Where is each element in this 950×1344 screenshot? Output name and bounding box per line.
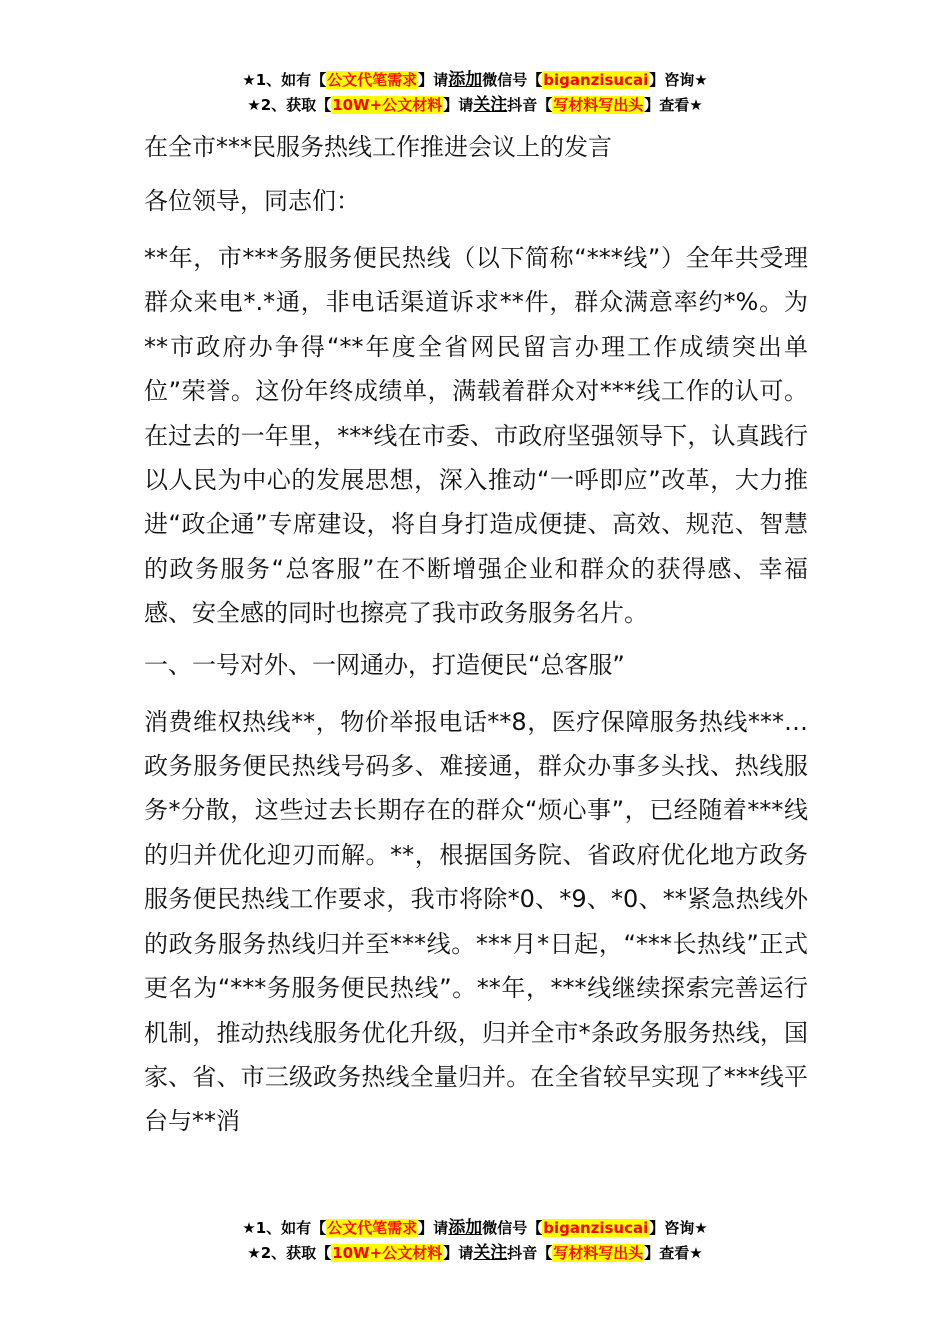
banner-text: 抖音【 <box>507 1244 553 1262</box>
banner-highlight: 公文代笔需求 <box>327 1219 418 1237</box>
banner-text: ★1、如有【 <box>242 71 327 89</box>
footer-banner <box>0 1216 950 1266</box>
banner-highlight: 写材料写出头 <box>553 96 644 114</box>
banner-text: 】咨询★ <box>649 1219 708 1237</box>
banner-text: 微信号【 <box>482 71 543 89</box>
banner-text: 】请 <box>443 1244 474 1262</box>
banner-text: ★1、如有【 <box>242 1219 327 1237</box>
banner-highlight: 10W+公文材料 <box>332 96 443 114</box>
header-banner <box>0 68 950 118</box>
section-heading-1: 一、一号对外、一网通办，打造便民“总客服” <box>144 650 625 679</box>
banner-text: 抖音【 <box>507 96 553 114</box>
paragraph-2: 消费维权热线**，物价举报电话**8，医疗保障服务热线***…政务服务便民热线号码多、难接通，群众办事多头找、热线服务*分散，这些过去长期存在的群众“烦心事”，已经随着***线的归并优化迎刃而解。**，根据国务院、省政府优化地方政务服务便民热线工作要求，我市将除*0、*9、*0、**紧急热线外的政务服务热线归并至***线。***月*日起，“***长热线”正式更名为“***务服务便民热线”。**年，***线继续探索完善运行机制，推动热线服务优化升级，归并全市*条政务服务热线，国家、省、市三级政务热线全量归并。在全省较早实现了***线平台与**消 <box>144 707 808 1136</box>
banner-line-1 <box>0 68 950 93</box>
document-body <box>144 128 808 1154</box>
banner-text: 】咨询★ <box>649 71 708 89</box>
banner-text: ★2、获取【 <box>247 96 332 114</box>
banner-line-2 <box>0 93 950 118</box>
banner-line-2 <box>0 1241 950 1266</box>
banner-highlight: 10W+公文材料 <box>332 1244 443 1262</box>
banner-text: 】查看★ <box>644 96 703 114</box>
banner-underline: 关注 <box>473 1243 508 1263</box>
banner-highlight: 写材料写出头 <box>553 1244 644 1262</box>
banner-line-1 <box>0 1216 950 1241</box>
document-title: 在全市***民服务热线工作推进会议上的发言 <box>144 133 612 161</box>
banner-text: 】请 <box>418 71 449 89</box>
banner-underline: 关注 <box>473 95 508 115</box>
paragraph-1: **年，市***务服务便民热线（以下简称“***线”）全年共受理群众来电*.*通，非电话渠道诉求**件，群众满意率约*%。为**市政府办争得“**年度全省网民留言办理工作成绩突出单位”荣誉。这份年终成绩单，满载着群众对***线工作的认可。在过去的一年里，***线在市委、市政府坚强领导下，认真践行以人民为中心的发展思想，深入推动“一呼即应”改革，大力推进“政企通”专席建设，将自身打造成便捷、高效、规范、智慧的政务服务“总客服”在不断增强企业和群众的获得感、幸福感、安全感的同时也擦亮了我市政务服务名片。 <box>144 244 808 628</box>
banner-underline: 添加 <box>448 70 483 90</box>
greeting: 各位领导，同志们： <box>144 187 360 215</box>
banner-text: ★2、获取【 <box>247 1244 332 1262</box>
banner-text: 】查看★ <box>644 1244 703 1262</box>
banner-highlight: biganzisucai <box>543 71 649 89</box>
banner-highlight: biganzisucai <box>543 1219 649 1237</box>
banner-highlight: 公文代笔需求 <box>327 71 418 89</box>
banner-text: 微信号【 <box>482 1219 543 1237</box>
banner-underline: 添加 <box>448 1218 483 1238</box>
banner-text: 】请 <box>418 1219 449 1237</box>
banner-text: 】请 <box>443 96 474 114</box>
